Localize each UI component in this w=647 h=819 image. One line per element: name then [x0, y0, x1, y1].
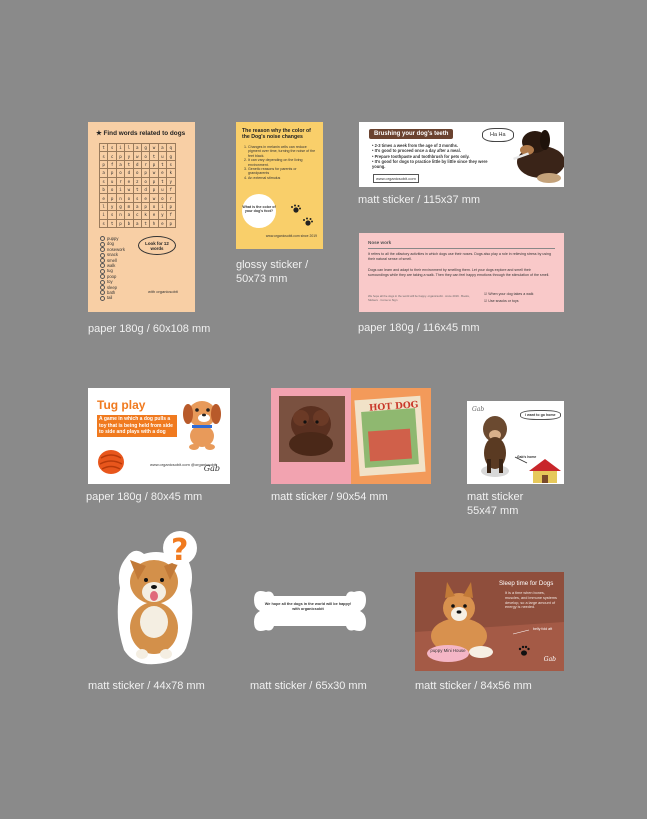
grid-cell: s [133, 194, 141, 202]
card-footer: www.organicsobit.com since 2019 [265, 234, 317, 238]
card-footer: with organicsobit [148, 289, 178, 294]
check-label: Use snacks or toys [488, 299, 519, 303]
grid-cell: s [108, 211, 116, 219]
caption-2: matt sticker / 115x37 mm [358, 194, 481, 206]
grid-cell: a [133, 219, 141, 227]
grid-cell: q [167, 144, 175, 152]
grid-cell: i [100, 211, 108, 219]
caption-8: matt sticker / 65x30 mm [250, 680, 367, 692]
point: • It's good to proceed once a day after a meal. [372, 148, 502, 153]
grid-cell: w [125, 185, 133, 193]
paragraph: It refers to all the olfactory activities in which dogs use their noses. Dogs also play a role in relieving stress by using their natural sense of smell. [368, 252, 551, 261]
grid-cell: o [125, 194, 133, 202]
fine-print: We hope all the dogs in the world will be happy. organicsobit · since 2019 · Books, Stickers · Come to Sign [368, 294, 470, 302]
grid-cell: t [100, 144, 108, 152]
card-description: A game in which a dog pulls a toy that is being held from side to side and plays with a dog [97, 415, 177, 437]
grid-row [100, 144, 176, 152]
word-item: puppy [100, 236, 125, 241]
card-url: www.organicsobit.com [373, 174, 419, 183]
pink-label: puppy Mini House [427, 645, 469, 662]
grid-cell: s [100, 177, 108, 185]
grid-cell: a [116, 160, 124, 168]
grid-cell: i [116, 185, 124, 193]
grid-cell: p [108, 169, 116, 177]
caption-0: paper 180g / 60x108 mm [88, 323, 211, 335]
grid-cell: c [133, 211, 141, 219]
grid-cell: p [167, 219, 175, 227]
point: • Prepare toothpaste and toothbrush for pets only. [372, 154, 502, 159]
title-divider [368, 248, 555, 249]
check-item [484, 291, 533, 298]
grid-cell: t [108, 219, 116, 227]
word-item: tug [100, 268, 125, 273]
caption-9: matt sticker / 84x56 mm [415, 680, 532, 692]
grid-cell: o [116, 169, 124, 177]
grid-cell: t [141, 219, 149, 227]
grid-cell: f [167, 211, 175, 219]
check-item [484, 298, 533, 305]
grid-row [100, 202, 176, 210]
grid-cell: p [141, 169, 149, 177]
point: 2. It can vary depending on the living environment. [248, 158, 317, 167]
grid-cell: u [108, 177, 116, 185]
grid-cell: s [100, 152, 108, 160]
grid-cell: r [141, 160, 149, 168]
question-circle: What is the color of your dog's foot? [242, 194, 276, 228]
cartoon-dog-icon [176, 394, 226, 452]
brushing-card [359, 122, 564, 187]
grid-cell: a [133, 144, 141, 152]
word-item: snack [100, 252, 125, 257]
card-title: Sleep time for Dogs [499, 580, 554, 587]
grid-cell: u [158, 152, 166, 160]
word-item: smell [100, 258, 125, 263]
paragraph: Dogs can learn and adapt to their environment by smelling them. Let your dogs explore and smell their surroundings while they are taking a walk. Then they can feel happy emotions through the stimulation of the smell. [368, 268, 550, 277]
grid-cell: a [133, 202, 141, 210]
grid-cell: d [125, 169, 133, 177]
grid-cell: i [116, 144, 124, 152]
card-footer: www.organicsobit.com @organicsobit [150, 462, 217, 467]
word-item: walk [100, 263, 125, 268]
grid-cell: r [167, 194, 175, 202]
check-icon: ☑ [484, 292, 489, 296]
grid-cell: e [125, 177, 133, 185]
nose-color-card [236, 122, 323, 249]
word-item: poop [100, 274, 125, 279]
grid-cell: g [141, 144, 149, 152]
speech-bubble: Look for 12 words [138, 236, 176, 255]
word-item: bath [100, 290, 125, 295]
grid-cell: k [141, 211, 149, 219]
grid-cell: t [158, 177, 166, 185]
grid-cell: p [116, 219, 124, 227]
grid-cell: z [133, 177, 141, 185]
grid-cell: e [100, 194, 108, 202]
grid-cell: d [133, 160, 141, 168]
point: 1. Changes in melanin cells can reduce pigment over time, turning the noise of the feet black. [248, 145, 317, 158]
word-item: toy [100, 279, 125, 284]
grid-cell: a [158, 144, 166, 152]
word-grid [99, 143, 176, 228]
check-icon: ☑ [484, 299, 489, 303]
grid-cell: n [116, 211, 124, 219]
grid-cell: p [100, 160, 108, 168]
grid-cell: w [133, 152, 141, 160]
grid-cell: w [150, 194, 158, 202]
grid-cell: o [108, 185, 116, 193]
grid-cell: e [158, 169, 166, 177]
grid-row [100, 211, 176, 219]
grid-cell: t [133, 185, 141, 193]
grid-cell: s [100, 219, 108, 227]
checklist [484, 291, 533, 305]
card-title: ★ Find words related to dogs [96, 130, 186, 137]
paw-prints-icon [288, 202, 318, 232]
rope-ball-toy-icon [96, 448, 126, 476]
book-title: HOT DOG [368, 400, 419, 414]
grid-cell: p [150, 160, 158, 168]
grid-cell: t [150, 152, 158, 160]
caption-7: matt sticker / 44x78 mm [88, 680, 205, 692]
grid-cell: f [167, 185, 175, 193]
grid-cell: m [125, 202, 133, 210]
grid-cell: l [100, 202, 108, 210]
grid-cell: d [141, 185, 149, 193]
grid-cell: l [125, 144, 133, 152]
grid-cell: w [150, 144, 158, 152]
point: • It's good for dogs to practice little by little since they were young. [372, 159, 502, 170]
caption-3: paper 180g / 116x45 mm [358, 322, 480, 334]
tug-play-card [88, 388, 230, 484]
grid-cell: p [108, 194, 116, 202]
grid-cell: k [167, 169, 175, 177]
grid-cell: o [150, 202, 158, 210]
grid-cell: e [158, 219, 166, 227]
word-item: sleep [100, 285, 125, 290]
card-title: Nose work [368, 240, 392, 245]
grid-cell: f [108, 160, 116, 168]
grid-cell: p [150, 177, 158, 185]
grid-row [100, 194, 176, 202]
svg-text:?: ? [171, 533, 189, 568]
grid-cell: t [158, 160, 166, 168]
caption-6: matt sticker 55x47 mm [467, 491, 524, 517]
question-mark-icon [160, 530, 202, 572]
speech-bubble: I want to go home [520, 410, 561, 420]
grid-cell: g [167, 152, 175, 160]
word-item: tail [100, 295, 125, 300]
grid-cell: g [116, 202, 124, 210]
grid-cell: o [141, 177, 149, 185]
grid-cell: h [150, 219, 158, 227]
word-list [100, 236, 125, 301]
grid-cell: t [125, 160, 133, 168]
speech-bubble: Ha Ha [482, 128, 514, 142]
card-title: Tug play [97, 398, 146, 412]
grid-cell: p [141, 202, 149, 210]
paw-icon [517, 644, 531, 658]
grid-cell: b [125, 219, 133, 227]
grid-cell: b [100, 185, 108, 193]
sleep-time-card [415, 572, 564, 671]
grid-row [100, 177, 176, 185]
grid-cell: o [158, 194, 166, 202]
grid-cell: s [108, 144, 116, 152]
grid-cell: c [108, 152, 116, 160]
point: 4. An external stimulus [248, 176, 317, 180]
bone-text: We hope all the dogs in the world will be happy! with organicsobit [264, 602, 352, 611]
grid-cell: p [116, 152, 124, 160]
grid-cell: a [100, 169, 108, 177]
points-list [243, 145, 317, 180]
grid-cell: e [150, 211, 158, 219]
card-title: Brushing your dog's teeth [369, 129, 453, 139]
poodle-book-card [271, 388, 431, 484]
signature: Gab [472, 406, 485, 413]
point: • 2-3 times a week from the age of 3 months. [372, 143, 502, 148]
caption-1: glossy sticker / 50x73 mm [236, 259, 309, 285]
grid-row [100, 152, 176, 160]
grid-row [100, 160, 176, 168]
grid-cell: p [167, 202, 175, 210]
signature: Gab [543, 656, 556, 663]
annotation: belly fold aft [533, 627, 553, 631]
grid-cell: n [116, 194, 124, 202]
grid-cell: y [108, 202, 116, 210]
grid-cell: s [167, 160, 175, 168]
grid-row [100, 169, 176, 177]
point: 3. Genetic reasons for parents or grandparents [248, 167, 317, 176]
caption-5: matt sticker / 90x54 mm [271, 491, 388, 503]
grid-cell: a [125, 211, 133, 219]
grid-cell: y [167, 177, 175, 185]
grid-cell: o [133, 169, 141, 177]
card-description: It is a time when bones, muscles, and immune systems develop, so a large amount of energy is needed. [505, 591, 557, 610]
grid-cell: u [158, 185, 166, 193]
grid-cell: p [150, 185, 158, 193]
grid-row [100, 219, 176, 227]
grid-cell: r [116, 177, 124, 185]
home-sticker-card [467, 401, 564, 484]
points-list [372, 143, 502, 169]
nose-work-card [359, 233, 564, 312]
word-search-card [88, 122, 195, 312]
grid-cell: y [125, 152, 133, 160]
card-title: The reason why the color of the Dog's noise changes [242, 128, 311, 140]
grid-cell: w [150, 169, 158, 177]
grid-cell: o [141, 152, 149, 160]
home-label: Gab's home [517, 455, 537, 459]
caption-4: paper 180g / 80x45 mm [86, 491, 203, 503]
word-item: dog [100, 241, 125, 246]
grid-cell: y [158, 211, 166, 219]
grid-cell: i [158, 202, 166, 210]
grid-cell: e [141, 194, 149, 202]
word-item: nosework [100, 247, 125, 252]
signature: Gab [203, 464, 220, 473]
grid-row [100, 185, 176, 193]
check-label: When your dog takes a walk [488, 292, 534, 296]
